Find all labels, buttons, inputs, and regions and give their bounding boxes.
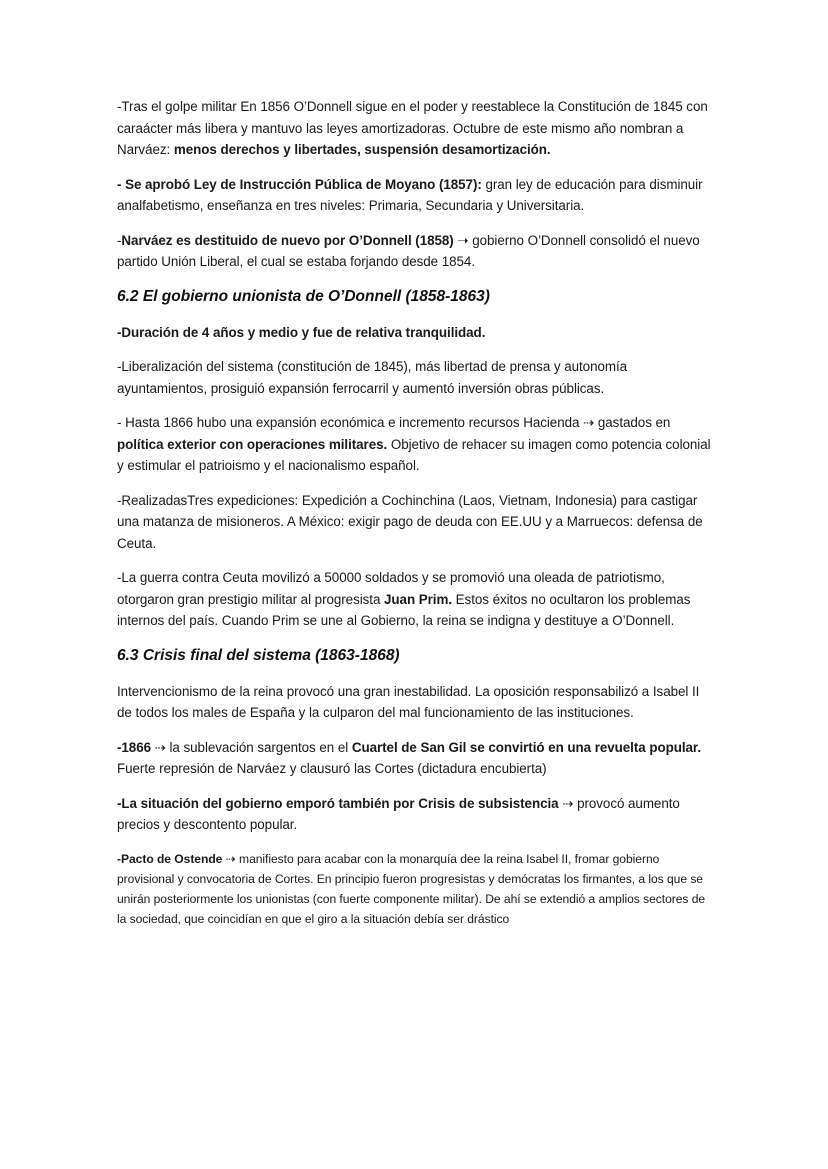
bold-run: Juan Prim. bbox=[384, 591, 452, 607]
text-run: - bbox=[117, 232, 122, 248]
bold-run: Cuartel de San Gil se convirtió en una revuelta popular. bbox=[351, 739, 701, 755]
paragraph-ley-moyano bbox=[117, 174, 713, 217]
document-page bbox=[117, 96, 713, 929]
bold-run: menos derechos y libertades, suspensión desamortización. bbox=[173, 142, 551, 157]
bold-run: -1866 bbox=[117, 739, 151, 755]
text-run: ⇢ manifiesto para acabar con la monarquía dee la reina Isabel II, fromar gobierno provisional y convocatoria de Cortes. En principio fueron progresistas y demócratas los firmantes, a los que se unirán posteriormente los unionistas (con fuerte componente militar). De ahí se extendió a amplios sectores de la sociedad, que coincidían en que el giro a la situación debía ser drástico bbox=[117, 851, 706, 926]
text-run: -La guerra contra Ceuta movilizó a 50000 soldados y se promovió una oleada de patriotismo, otorgaron gran prestigio militar al progresista bbox=[117, 570, 665, 607]
paragraph-liberalizacion bbox=[117, 356, 713, 399]
paragraph-guerra-ceuta bbox=[117, 567, 713, 632]
text-run: Intervencionismo de la reina provocó una gran inestabilidad. La oposición responsabilizó a Isabel II de todos los males de España y la culparon del mal funcionamiento de las instituciones. bbox=[117, 683, 700, 720]
text-run: -Tras el golpe militar En 1856 O’Donnell sigue en el poder y reestablece la Constitución de 1845 con caraácter más libera y mantuvo las leyes amortizadoras. Octubre de este mismo año nombran a Narváez: bbox=[117, 99, 708, 157]
bold-run: Narváez es destituido de nuevo por O’Donnell (1858) ➝ bbox=[121, 232, 469, 248]
text-run: Objetivo de rehacer su imagen como potencia colonial y estimular el patrioismo y el nacionalismo español. bbox=[117, 436, 711, 473]
text-run: - Hasta 1866 hubo una expansión económica e incremento recursos Hacienda ⇢ gastados en bbox=[117, 415, 671, 430]
text-run: -Liberalización del sistema (constitución de 1845), más libertad de prensa y autonomía ayuntamientos, prosiguió expansión ferrocarril y aumentó inversión obras públicas. bbox=[117, 359, 628, 396]
text-run: gobierno O’Donnell consolidó el nuevo partido Unión Liberal, el cual se estaba forjando desde 1854. bbox=[117, 232, 700, 269]
paragraph-duracion bbox=[117, 322, 713, 344]
text-run: Fuerte represión de Narváez y clausuró las Cortes (dictadura encubierta) bbox=[117, 761, 547, 776]
bold-run: -Pacto de Ostende bbox=[117, 851, 223, 866]
paragraph-crisis-subsistencia bbox=[117, 793, 713, 836]
bold-run: política exterior con operaciones militares. bbox=[117, 436, 388, 452]
section-heading-6-3: 6.3 Crisis final del sistema (1863-1868) bbox=[117, 646, 400, 664]
paragraph-expediciones bbox=[117, 490, 713, 555]
section-heading-6-2: 6.2 El gobierno unionista de O’Donnell (1858-1863) bbox=[117, 287, 490, 305]
paragraph-narvaez-destituido bbox=[117, 230, 713, 273]
text-run: Estos éxitos no ocultaron los problemas internos del país. Cuando Prim se une al Gobierno, la reina se indigna y destituye a O’Donnell. bbox=[117, 591, 691, 628]
text-run: gran ley de educación para disminuir analfabetismo, enseñanza en tres niveles: Primaria, Secundaria y Universitaria. bbox=[117, 176, 703, 213]
bold-run: - Se aprobó Ley de Instrucción Pública de Moyano (1857): bbox=[117, 176, 482, 192]
paragraph-pacto-ostende bbox=[117, 849, 713, 929]
bold-run: -La situación del gobierno emporó también por Crisis de subsistencia bbox=[117, 795, 559, 811]
paragraph-1866-san-gil bbox=[117, 737, 713, 780]
paragraph-golpe-1856 bbox=[117, 96, 713, 161]
bold-run: -Duración de 4 años y medio y fue de relativa tranquilidad. bbox=[117, 324, 486, 340]
text-run: ⇢ la sublevación sargentos en el bbox=[151, 739, 352, 755]
paragraph-intervencionismo bbox=[117, 681, 713, 724]
text-run: -RealizadasTres expediciones: Expedición a Cochinchina (Laos, Vietnam, Indonesia) para castigar una matanza de misioneros. A México: exigir pago de deuda con EE.UU y a Marruecos: defensa de Ceuta. bbox=[117, 492, 703, 551]
text-run: ⇢ provocó aumento precios y descontento popular. bbox=[117, 795, 680, 832]
paragraph-expansion-economica bbox=[117, 412, 713, 477]
